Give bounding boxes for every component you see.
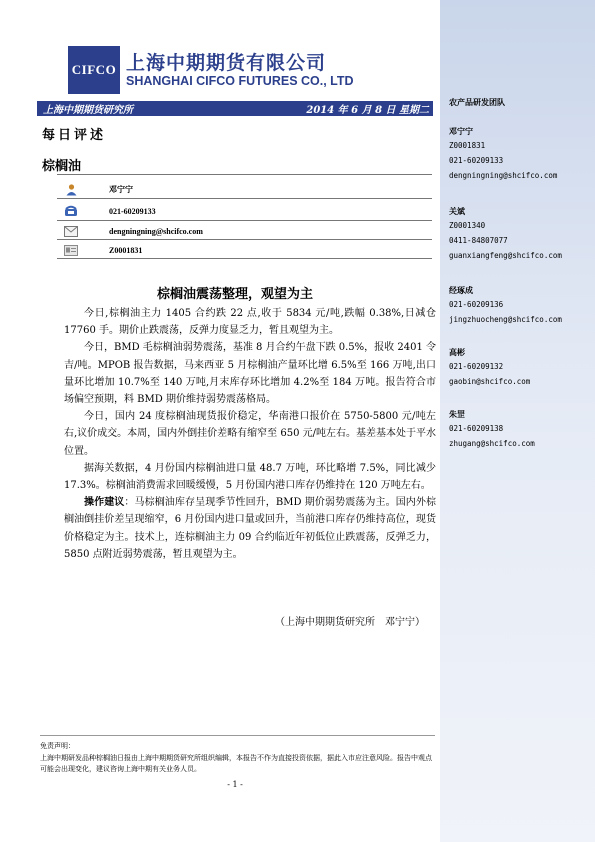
- member-name: 邓宁宁: [449, 127, 473, 136]
- contact-rule: [57, 198, 432, 199]
- contact-name-row: [64, 180, 133, 198]
- author-name: 邓宁宁: [109, 184, 133, 194]
- member-phone: 021-60209133: [449, 156, 504, 165]
- contact-rule: [57, 220, 432, 221]
- team-member: [449, 285, 589, 330]
- member-name: 高彬: [449, 348, 465, 357]
- contact-license-row: [64, 241, 143, 259]
- author-phone: 021-60209133: [109, 206, 156, 216]
- article-paragraph: 今日，BMD 毛棕榈油弱势震荡，基准 8 月合约午盘下跌 0.5%，报收 2401 令吉/吨。MPOB 报告数据，马来西亚 5 月棕榈油产量环比增 6.5%至 166 万吨,出口量环比增加 10.7%至 140 万吨,月末库存环比增加 4.2%至 184 万吨。报告符合市场偏空预期，料 BMD 期价维持弱势震荡格局。: [64, 342, 436, 406]
- author-email[interactable]: dengningning@shcifco.com: [109, 226, 203, 236]
- institute-name: 上海中期期货研究所: [43, 105, 133, 116]
- member-email[interactable]: jingzhuocheng@shcifco.com: [449, 315, 562, 324]
- article-paragraph: 今日,棕榈油主力 1405 合约跌 22 点,收于 5834 元/吨,跌幅 0.38%,日减仓 17760 手。期价止跌震荡，反弹力度显乏力，暂且观望为主。: [64, 308, 436, 337]
- member-email[interactable]: guanxiangfeng@shcifco.com: [449, 251, 562, 260]
- footer-rule: [40, 735, 435, 736]
- article-title: 棕榈油震荡整理，观望为主: [156, 287, 313, 302]
- member-name: 朱罡: [449, 410, 465, 419]
- section-title: 每日评述: [42, 128, 107, 143]
- member-phone: 021-60209138: [449, 424, 504, 433]
- contact-top-rule: [57, 174, 432, 175]
- member-phone: 021-60209136: [449, 300, 504, 309]
- author-license: Z0001831: [109, 245, 143, 255]
- team-member: [449, 347, 589, 392]
- advice-paragraph: [64, 494, 436, 563]
- header-bar: [37, 101, 433, 116]
- article-body: [64, 305, 436, 563]
- member-phone: 0411-84807077: [449, 236, 508, 245]
- contact-bottom-rule: [57, 258, 432, 259]
- member-phone: 021-60209132: [449, 362, 504, 371]
- company-name-en: SHANGHAI CIFCO FUTURES CO., LTD: [126, 74, 354, 88]
- contact-email-row: [64, 222, 203, 240]
- company-name-cn: 上海中期期货有限公司: [126, 52, 327, 74]
- member-email[interactable]: gaobin@shcifco.com: [449, 377, 531, 386]
- contact-rule: [57, 239, 432, 240]
- member-email[interactable]: zhugang@shcifco.com: [449, 439, 535, 448]
- member-license: Z0001831: [449, 141, 486, 150]
- contact-phone-row: [64, 202, 156, 220]
- disclaimer-text: 上海中期研发品种棕榈油日报由上海中期期货研究所组织编辑，本报告不作为直接投资依据，据此入市应注意风险。报告中观点可能会出现变化，建议咨询上海中期有关业务人员。: [40, 753, 432, 773]
- advice-text: ：马棕榈油库存呈现季节性回升，BMD 期价弱势震荡为主。国内外棕榈油倒挂价差呈现缩窄，6 月份国内进口量或回升，当前港口库存仍维持高位，现货价格稳定为主。技术上，连棕榈油主力 09 合约临近年初低位止跌震荡，反弹乏力，5850 点附近弱势震荡，暂且观望为主。: [64, 497, 436, 560]
- logo-text: CIFCO: [71, 62, 117, 77]
- member-name: 关斌: [449, 207, 465, 216]
- report-date: 2014 年 6 月 8 日 星期二: [306, 105, 429, 116]
- phone-icon: [64, 204, 78, 218]
- person-icon: [64, 182, 78, 196]
- article-paragraph: 今日，国内 24 度棕榈油现货报价稳定，华南港口报价在 5750-5800 元/吨左右,议价成交。本周，国内外倒挂价差略有缩窄至 650 元/吨左右。基差基本处于平水位置。: [64, 411, 436, 457]
- disclaimer: [40, 741, 435, 776]
- member-license: Z0001340: [449, 221, 486, 230]
- member-email[interactable]: dengningning@shcifco.com: [449, 171, 558, 180]
- cifco-logo: [68, 46, 120, 94]
- team-title: 农产品研发团队: [449, 98, 505, 107]
- email-icon: [64, 224, 78, 238]
- page-number: - 1 -: [227, 780, 243, 789]
- disclaimer-title: 免责声明：: [40, 742, 75, 750]
- team-member: [449, 126, 589, 186]
- id-card-icon: [64, 243, 78, 257]
- advice-label: 操作建议: [84, 497, 125, 509]
- subject-title: 棕榈油: [42, 159, 82, 174]
- article-paragraph: 据海关数据，4 月份国内棕榈油进口量 48.7 万吨，环比略增 7.5%，同比减少 17.3%。棕榈油消费需求回暖缓慢，5 月份国内港口库存仍维持在 120 万吨左右。: [64, 462, 436, 492]
- team-member: [449, 206, 589, 266]
- article-signature: （上海中期期货研究所 邓宁宁）: [275, 617, 425, 628]
- team-member: [449, 409, 589, 454]
- member-name: 经琢成: [449, 286, 473, 295]
